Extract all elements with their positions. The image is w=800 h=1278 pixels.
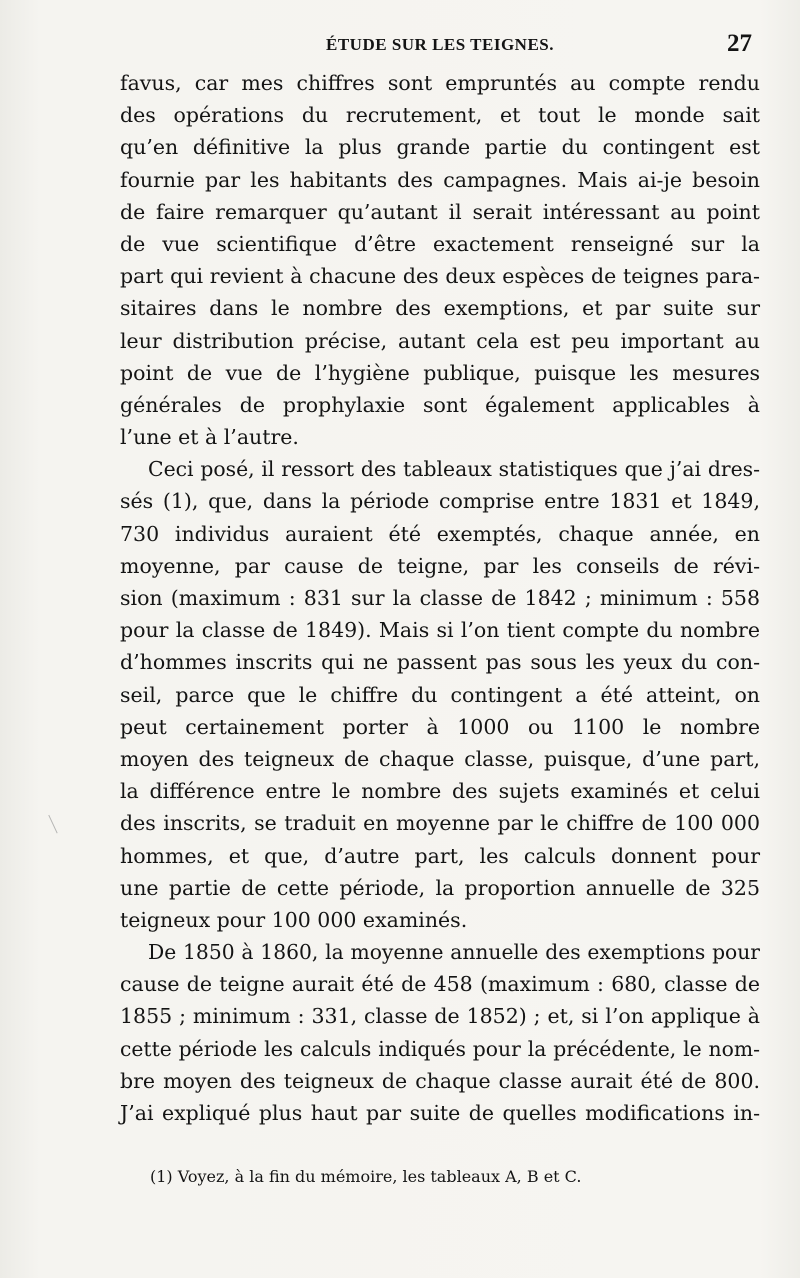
text-line: 730 individus auraient été exemptés, chaque année, en — [120, 521, 760, 546]
text-line: moyenne, par cause de teigne, par les conseils de révi- — [120, 553, 760, 578]
text-line: des opérations du recrutement, et tout le monde sait — [120, 103, 760, 128]
text-line: fournie par les habitants des campagnes. Mais ai-je besoin — [120, 167, 760, 192]
paragraph-start-line: De 1850 à 1860, la moyenne annuelle des exemptions pour — [148, 940, 760, 965]
text-line: une partie de cette période, la proportion annuelle de 325 — [120, 875, 760, 900]
text-line: des inscrits, se traduit en moyenne par le chiffre de 100 000 — [120, 811, 760, 836]
text-line: sion (maximum : 831 sur la classe de 1842 ; minimum : 558 — [120, 586, 760, 610]
text-line: qu’en définitive la plus grande partie du contingent est — [120, 135, 760, 160]
text-line: d’hommes inscrits qui ne passent pas sous les yeux du con- — [120, 650, 760, 675]
text-line: seil, parce que le chiffre du contingent a été atteint, on — [120, 682, 760, 707]
running-title: ÉTUDE SUR LES TEIGNES. — [326, 35, 554, 54]
text-line: sés (1), que, dans la période comprise entre 1831 et 1849, — [120, 489, 760, 514]
text-line: leur distribution précise, autant cela est peu important au — [120, 328, 760, 353]
text-line: 1855 ; minimum : 331, classe de 1852) ; et, si l’on applique à — [120, 1004, 760, 1029]
page-header — [120, 32, 760, 58]
text-line: cette période les calculs indiqués pour la précédente, le nom- — [120, 1036, 760, 1061]
text-line: générales de prophylaxie sont également applicables à — [120, 392, 760, 417]
text-line: favus, car mes chiffres sont empruntés au compte rendu — [120, 71, 760, 95]
text-line: de vue scientifique d’être exactement renseigné sur la — [120, 231, 760, 256]
text-line: la différence entre le nombre des sujets examinés et celui — [120, 779, 760, 804]
footnote: (1) Voyez, à la fin du mémoire, les tableaux A, B et C. — [150, 1167, 582, 1186]
text-line: cause de teigne aurait été de 458 (maximum : 680, classe de — [120, 972, 760, 997]
paragraph-start-line: Ceci posé, il ressort des tableaux statistiques que j’ai dres- — [148, 457, 760, 482]
text-line: point de vue de l’hygiène publique, puisque les mesures — [120, 360, 760, 385]
text-line: bre moyen des teigneux de chaque classe aurait été de 800. — [120, 1068, 760, 1093]
body-text — [120, 67, 760, 1129]
text-line: l’une et à l’autre. — [120, 425, 299, 450]
margin-mark — [48, 811, 66, 834]
text-line: teigneux pour 100 000 examinés. — [120, 907, 468, 932]
text-line: sitaires dans le nombre des exemptions, et par suite sur — [120, 296, 760, 321]
text-line: moyen des teigneux de chaque classe, puisque, d’une part, — [120, 746, 760, 771]
text-line: pour la classe de 1849). Mais si l’on tient compte du nombre — [120, 618, 760, 643]
text-line: J’ai expliqué plus haut par suite de quelles modifications in- — [120, 1101, 760, 1125]
text-line: peut certainement porter à 1000 ou 1100 le nombre — [120, 714, 760, 739]
page-number: 27 — [727, 30, 752, 57]
text-line: hommes, et que, d’autre part, les calculs donnent pour — [120, 843, 760, 868]
text-line: de faire remarquer qu’autant il serait intéressant au point — [120, 199, 760, 224]
text-line: part qui revient à chacune des deux espèces de teignes para- — [120, 264, 760, 289]
